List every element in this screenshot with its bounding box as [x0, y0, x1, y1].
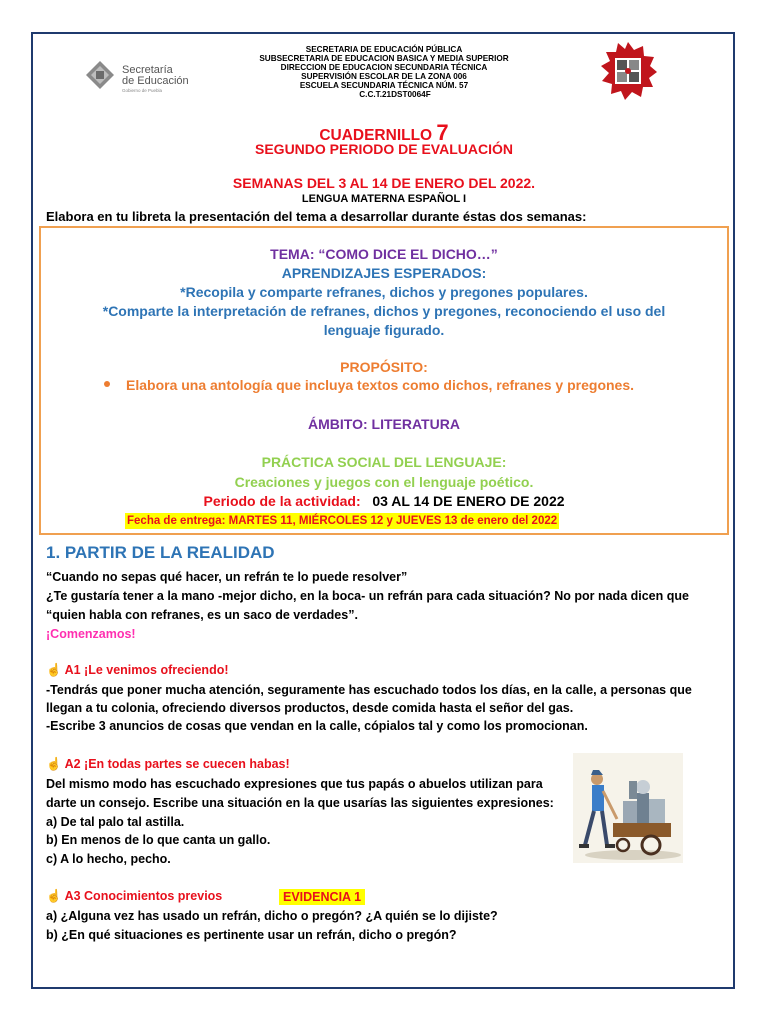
logo-text-3: Gobierno de Puebla: [122, 88, 163, 93]
a1-line: llegan a tu colonia, ofreciendo diversos productos, desde comida hasta el señor del gas.: [46, 701, 574, 715]
institution-header: [230, 45, 538, 99]
aprendizaje-1: *Recopila y comparte refranes, dichos y pregones populares.: [180, 284, 588, 300]
materia-title: LENGUA MATERNA ESPAÑOL I: [301, 193, 467, 205]
semanas-title: SEMANAS DEL 3 AL 14 DE ENERO DEL 2022.: [232, 175, 536, 191]
aprendizajes-title: APRENDIZAJES ESPERADOS:: [281, 265, 487, 281]
sep-logo-icon: [82, 55, 192, 95]
activity-a1-title: ☝ A1 ¡Le venimos ofreciendo!: [46, 663, 229, 677]
fecha-entrega: Fecha de entrega: MARTES 11, MIÉRCOLES 12 y JUEVES 13 de enero del 2022: [127, 515, 558, 527]
logo-text-1: Secretaría: [122, 64, 173, 76]
a2-line: Del mismo modo has escuchado expresiones que tus papás o abuelos utilizan para: [46, 777, 543, 791]
activity-a2-title: ☝ A2 ¡En todas partes se cuecen habas!: [46, 757, 290, 771]
a3-item: a) ¿Alguna vez has usado un refrán, dicho o pregón? ¿A quién se lo dijiste?: [46, 909, 498, 923]
proposito-item: Elabora una antología que incluya textos como dichos, refranes y pregones.: [104, 377, 634, 393]
hand-pointer-icon: ☝: [46, 889, 62, 903]
bullet-icon: [104, 381, 110, 387]
periodo-title: SEGUNDO PERIODO DE EVALUACIÓN: [255, 141, 513, 157]
paragraph-line: “quien habla con refranes, es un saco de verdades”.: [46, 608, 358, 622]
a2-item: c) A lo hecho, pecho.: [46, 852, 171, 866]
header-line: DIRECCION DE EDUCACION SECUNDARIA TÉCNICA: [280, 63, 488, 72]
header-line: ESCUELA SECUNDARIA TÉCNICA NÚM. 57: [299, 81, 469, 90]
logo-text-2: de Educación: [122, 75, 189, 87]
hand-pointer-icon: ☝: [46, 663, 62, 677]
section-title: 1. PARTIR DE LA REALIDAD: [46, 543, 275, 562]
header-line: SECRETARIA DE EDUCACIÓN PÚBLICA: [305, 45, 463, 54]
cuadernillo-title: CUADERNILLO 7: [319, 120, 449, 145]
hand-pointer-icon: ☝: [46, 757, 62, 771]
a2-line: darte un consejo. Escribe una situación en la que usarías las siguientes expresiones:: [46, 796, 554, 810]
activity-a3-title: ☝ A3 Conocimientos previos: [46, 889, 223, 903]
practica-text: Creaciones y juegos con el lenguaje poético.: [234, 474, 534, 490]
evidencia-badge: EVIDENCIA 1: [279, 889, 365, 905]
comenzamos-line: ¡Comenzamos!: [46, 627, 136, 641]
ambito-line: ÁMBITO: LITERATURA: [308, 416, 460, 432]
tema-line: TEMA: “COMO DICE EL DICHO…”: [270, 246, 498, 262]
aprendizaje-2b: lenguaje figurado.: [323, 322, 445, 338]
a1-line: -Tendrás que poner mucha atención, seguramente has escuchado todos los días, en la calle, a personas que: [46, 683, 692, 697]
header-line: SUBSECRETARIA DE EDUCACION BASICA Y MEDIA SUPERIOR: [259, 54, 509, 63]
proposito-title: PROPÓSITO:: [340, 359, 428, 375]
cuadernillo-number: 7: [436, 120, 449, 145]
a1-line: -Escribe 3 anuncios de cosas que vendan en la calle, cópialos tal y como los promocionan.: [46, 719, 588, 733]
periodo-actividad: Periodo de la actividad: 03 AL 14 DE ENERO DE 2022: [203, 493, 565, 509]
school-seal-icon: [597, 40, 659, 102]
header-line: SUPERVISIÓN ESCOLAR DE LA ZONA 006: [301, 72, 467, 81]
quote-line: “Cuando no sepas qué hacer, un refrán te lo puede resolver”: [46, 570, 408, 584]
header-line: C.C.T.21DST0064F: [359, 90, 431, 99]
a3-item: b) ¿En qué situaciones es pertinente usar un refrán, dicho o pregón?: [46, 928, 457, 942]
street-vendor-cart-illustration: [573, 753, 683, 863]
a2-item: a) De tal palo tal astilla.: [46, 815, 185, 829]
intro-instruction: Elabora en tu libreta la presentación del tema a desarrollar durante éstas dos semanas:: [46, 209, 587, 224]
paragraph-line: ¿Te gustaría tener a la mano -mejor dicho, en la boca- un refrán para cada situación? No por nada dicen que: [46, 589, 689, 603]
a2-item: b) En menos de lo que canta un gallo.: [46, 833, 271, 847]
aprendizaje-2a: *Comparte la interpretación de refranes, dichos y pregones, reconociendo el uso del: [102, 303, 666, 319]
practica-title: PRÁCTICA SOCIAL DEL LENGUAJE:: [261, 454, 507, 470]
